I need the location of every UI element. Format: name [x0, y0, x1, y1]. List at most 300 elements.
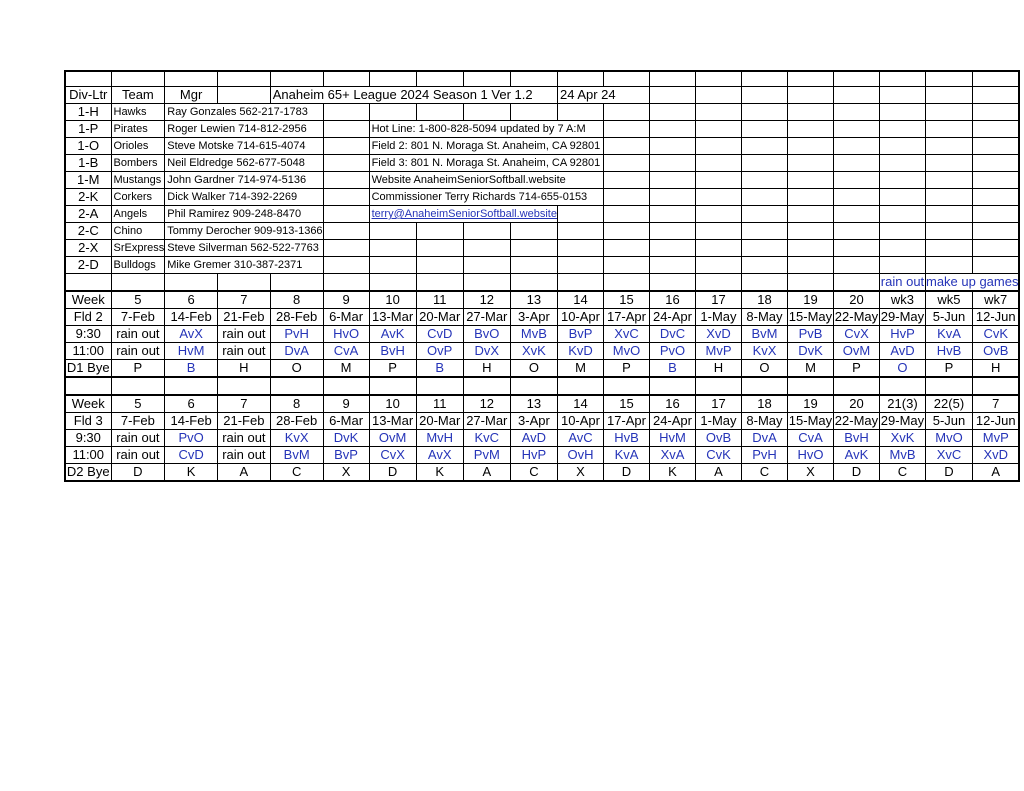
week-number: 5 — [111, 291, 165, 309]
empty-cell — [972, 87, 1019, 104]
matchup: BvH — [833, 430, 879, 447]
empty-cell — [741, 257, 787, 274]
game-date: 22-May — [834, 413, 879, 428]
empty-cell — [510, 240, 557, 257]
empty-cell — [925, 172, 972, 189]
empty-cell — [879, 206, 925, 223]
empty-cell — [787, 87, 833, 104]
empty-cell — [323, 377, 369, 395]
empty-cell — [787, 172, 833, 189]
matchup: HvM — [649, 430, 695, 447]
team-name: Mustangs — [111, 172, 165, 189]
empty-cell — [416, 104, 463, 121]
empty-cell — [787, 274, 833, 292]
week-number: 6 — [165, 291, 218, 309]
matchup: HvP — [510, 447, 557, 464]
week-number: 17 — [695, 395, 741, 413]
team-manager: Steve Motske 714-615-4074 — [165, 138, 323, 155]
bye-team: O — [270, 360, 323, 378]
empty-cell — [323, 257, 369, 274]
empty-cell — [270, 71, 323, 87]
empty-cell — [603, 104, 649, 121]
empty-cell — [879, 240, 925, 257]
matchup: MvB — [510, 326, 557, 343]
league-info: Website AnaheimSeniorSoftball.website — [369, 172, 603, 189]
week-number: 15 — [603, 395, 649, 413]
commissioner-email-link[interactable]: terry@AnaheimSeniorSoftball.website — [369, 206, 557, 223]
week-number: 7 — [218, 291, 271, 309]
empty-cell — [879, 377, 925, 395]
empty-cell — [603, 189, 649, 206]
empty-cell — [879, 189, 925, 206]
empty-cell — [270, 377, 323, 395]
empty-cell — [649, 240, 695, 257]
empty-cell — [741, 104, 787, 121]
team-name: Corkers — [111, 189, 165, 206]
empty-cell — [557, 223, 603, 240]
empty-cell — [741, 274, 787, 292]
empty-cell — [695, 206, 741, 223]
empty-cell — [649, 377, 695, 395]
matchup: AvK — [369, 326, 416, 343]
team-manager: Dick Walker 714-392-2269 — [165, 189, 323, 206]
empty-cell — [218, 71, 271, 87]
week-number: 12 — [463, 395, 510, 413]
game-date: 15-May — [788, 413, 833, 428]
matchup: MvH — [416, 430, 463, 447]
team-manager: John Gardner 714-974-5136 — [165, 172, 323, 189]
game-time: 11:00 — [65, 343, 111, 360]
empty-cell — [111, 71, 165, 87]
empty-cell — [323, 138, 369, 155]
matchup: CvX — [369, 447, 416, 464]
matchup: rain out — [111, 326, 165, 343]
empty-cell — [695, 274, 741, 292]
game-date: 28-Feb — [270, 309, 323, 326]
matchup: CvD — [165, 447, 218, 464]
game-date: 7-Feb — [111, 309, 165, 326]
team-manager: Mike Gremer 310-387-2371 — [165, 257, 323, 274]
empty-cell — [879, 223, 925, 240]
matchup: CvD — [416, 326, 463, 343]
week-number: wk3 — [879, 291, 925, 309]
empty-cell — [925, 206, 972, 223]
matchup: HvB — [925, 343, 972, 360]
bye-team: B — [165, 360, 218, 378]
matchup: DvC — [649, 326, 695, 343]
empty-cell — [741, 206, 787, 223]
game-date: 8-May — [741, 309, 787, 326]
matchup: PvB — [787, 326, 833, 343]
week-number: 13 — [510, 395, 557, 413]
game-date: 29-May — [880, 309, 925, 324]
matchup: rain out — [218, 343, 271, 360]
team-name: Orioles — [111, 138, 165, 155]
empty-cell — [463, 104, 510, 121]
game-date: 10-Apr — [557, 413, 603, 430]
league-info: Field 3: 801 N. Moraga St. Anaheim, CA 92801 — [369, 155, 603, 172]
team-name: Chino — [111, 223, 165, 240]
empty-cell — [972, 240, 1019, 257]
empty-cell — [323, 223, 369, 240]
empty-cell — [557, 71, 603, 87]
team-division: 1-P — [65, 121, 111, 138]
matchup: rain out — [111, 343, 165, 360]
bye-team: K — [416, 464, 463, 482]
team-manager: Tommy Derocher 909-913-1366 — [165, 223, 323, 240]
empty-cell — [787, 240, 833, 257]
empty-cell — [972, 71, 1019, 87]
empty-cell — [323, 104, 369, 121]
bye-team: D — [603, 464, 649, 482]
bye-team: O — [741, 360, 787, 378]
week-number: 19 — [787, 291, 833, 309]
empty-cell — [787, 257, 833, 274]
matchup: BvH — [369, 343, 416, 360]
matchup: OvH — [557, 447, 603, 464]
empty-cell — [603, 240, 649, 257]
week-number: 19 — [787, 395, 833, 413]
empty-cell — [879, 138, 925, 155]
matchup: XvD — [972, 447, 1019, 464]
bye-label: D1 Bye — [66, 360, 110, 375]
empty-cell — [787, 71, 833, 87]
empty-cell — [218, 377, 271, 395]
empty-cell — [649, 172, 695, 189]
empty-cell — [879, 121, 925, 138]
game-time: 9:30 — [65, 430, 111, 447]
bye-team: K — [649, 464, 695, 482]
bye-team: X — [787, 464, 833, 482]
game-date: 12-Jun — [972, 413, 1019, 430]
empty-cell — [833, 121, 879, 138]
team-manager: Roger Lewien 714-812-2956 — [165, 121, 323, 138]
empty-cell — [695, 377, 741, 395]
empty-cell — [323, 121, 369, 138]
bye-team: X — [323, 464, 369, 482]
team-division: 2-C — [65, 223, 111, 240]
empty-cell — [65, 71, 111, 87]
empty-cell — [787, 206, 833, 223]
week-number: 9 — [323, 395, 369, 413]
empty-cell — [925, 240, 972, 257]
bye-team: M — [323, 360, 369, 378]
empty-cell — [557, 377, 603, 395]
matchup: HvO — [787, 447, 833, 464]
game-date: 6-Mar — [323, 413, 369, 430]
empty-cell — [165, 71, 218, 87]
empty-cell — [741, 223, 787, 240]
game-date: 28-Feb — [270, 413, 323, 430]
league-title: Anaheim 65+ League 2024 Season 1 Ver 1.2 — [270, 87, 557, 104]
bye-team: H — [695, 360, 741, 378]
matchup: XvC — [603, 326, 649, 343]
matchup: PvO — [649, 343, 695, 360]
empty-cell — [833, 223, 879, 240]
league-info: Hot Line: 1-800-828-5094 updated by 7 A:M — [369, 121, 603, 138]
bye-team: C — [510, 464, 557, 482]
matchup: PvH — [741, 447, 787, 464]
bye-team: P — [925, 360, 972, 378]
empty-cell — [879, 71, 925, 87]
game-date: 1-May — [695, 309, 741, 326]
empty-cell — [416, 274, 463, 292]
empty-cell — [925, 257, 972, 274]
week-number: wk5 — [925, 291, 972, 309]
game-date: 14-Feb — [165, 413, 218, 430]
empty-cell — [787, 223, 833, 240]
empty-cell — [557, 240, 603, 257]
game-date: 21-Feb — [218, 413, 271, 430]
week-number: 9 — [323, 291, 369, 309]
bye-team: X — [557, 464, 603, 482]
bye-team: K — [165, 464, 218, 482]
empty-cell — [925, 189, 972, 206]
empty-cell — [695, 257, 741, 274]
week-number: 13 — [510, 291, 557, 309]
empty-cell — [972, 138, 1019, 155]
team-division: 1-O — [65, 138, 111, 155]
empty-cell — [649, 104, 695, 121]
bye-team: D — [369, 464, 416, 482]
team-division: 2-D — [65, 257, 111, 274]
empty-cell — [463, 257, 510, 274]
empty-cell — [833, 206, 879, 223]
field-label: Fld 3 — [65, 413, 111, 430]
bye-team: P — [603, 360, 649, 378]
empty-cell — [111, 377, 165, 395]
empty-cell — [369, 71, 416, 87]
matchup: HvO — [323, 326, 369, 343]
empty-cell — [879, 172, 925, 189]
empty-cell — [510, 104, 557, 121]
version-date: 24 Apr 24 — [557, 87, 649, 104]
empty-cell — [787, 138, 833, 155]
week-label: Week — [65, 291, 111, 309]
empty-cell — [603, 223, 649, 240]
empty-cell — [603, 155, 649, 172]
empty-cell — [416, 240, 463, 257]
league-info: Commissioner Terry Richards 714-655-0153 — [369, 189, 603, 206]
empty-cell — [695, 71, 741, 87]
bye-team: M — [557, 360, 603, 378]
empty-cell — [787, 104, 833, 121]
empty-cell — [972, 189, 1019, 206]
game-date: 17-Apr — [603, 309, 649, 326]
empty-cell — [603, 121, 649, 138]
field-label: Fld 2 — [65, 309, 111, 326]
game-date: 3-Apr — [510, 413, 557, 430]
game-date: 29-May — [880, 413, 925, 428]
empty-cell — [833, 172, 879, 189]
team-manager: Ray Gonzales 562-217-1783 — [165, 104, 323, 121]
empty-cell — [972, 206, 1019, 223]
bye-team: D — [925, 464, 972, 482]
bye-team: C — [741, 464, 787, 482]
empty-cell — [218, 87, 271, 104]
week-number: 11 — [416, 395, 463, 413]
week-number: 10 — [369, 395, 416, 413]
bye-team: O — [510, 360, 557, 378]
game-date: 5-Jun — [925, 309, 972, 326]
bye-team: H — [218, 360, 271, 378]
bye-team: A — [463, 464, 510, 482]
week-number: wk7 — [972, 291, 1019, 309]
matchup: DvK — [787, 343, 833, 360]
empty-cell — [463, 377, 510, 395]
empty-cell — [787, 189, 833, 206]
matchup: PvO — [165, 430, 218, 447]
matchup: BvP — [323, 447, 369, 464]
bye-team: A — [218, 464, 271, 482]
empty-cell — [603, 138, 649, 155]
empty-cell — [787, 121, 833, 138]
bye-team: P — [369, 360, 416, 378]
matchup: KvA — [603, 447, 649, 464]
matchup: DvA — [270, 343, 323, 360]
week-number: 20 — [833, 395, 879, 413]
empty-cell — [972, 257, 1019, 274]
matchup: rain out — [111, 430, 165, 447]
empty-cell — [369, 240, 416, 257]
week-number: 12 — [463, 291, 510, 309]
matchup: DvK — [323, 430, 369, 447]
matchup: MvO — [603, 343, 649, 360]
empty-cell — [603, 206, 649, 223]
empty-cell — [833, 377, 879, 395]
matchup: CvA — [787, 430, 833, 447]
game-date: 6-Mar — [323, 309, 369, 326]
div-ltr-header: Div-Ltr — [65, 87, 111, 104]
matchup: KvX — [741, 343, 787, 360]
bye-team: A — [972, 464, 1019, 482]
matchup: CvK — [695, 447, 741, 464]
empty-cell — [741, 138, 787, 155]
empty-cell — [557, 274, 603, 292]
matchup: XvD — [695, 326, 741, 343]
matchup: HvP — [879, 326, 925, 343]
empty-cell — [833, 274, 879, 292]
empty-cell — [649, 257, 695, 274]
empty-cell — [649, 87, 695, 104]
week-label: Week — [65, 395, 111, 413]
team-manager: Steve Silverman 562-522-7763 — [165, 240, 323, 257]
team-manager: Phil Ramirez 909-248-8470 — [165, 206, 323, 223]
matchup: OvB — [695, 430, 741, 447]
empty-cell — [925, 121, 972, 138]
matchup: BvO — [463, 326, 510, 343]
empty-cell — [925, 223, 972, 240]
week-number: 17 — [695, 291, 741, 309]
week-number: 20 — [833, 291, 879, 309]
matchup: AvD — [879, 343, 925, 360]
game-date: 27-Mar — [463, 413, 510, 430]
matchup: CvK — [972, 326, 1019, 343]
matchup: MvB — [879, 447, 925, 464]
matchup: OvM — [833, 343, 879, 360]
empty-cell — [323, 274, 369, 292]
matchup: OvM — [369, 430, 416, 447]
matchup: AvD — [510, 430, 557, 447]
empty-cell — [649, 206, 695, 223]
matchup: XvK — [510, 343, 557, 360]
week-number: 7 — [218, 395, 271, 413]
game-date: 27-Mar — [463, 309, 510, 326]
matchup: AvX — [416, 447, 463, 464]
empty-cell — [649, 155, 695, 172]
team-division: 1-M — [65, 172, 111, 189]
game-date: 7-Feb — [111, 413, 165, 430]
game-date: 17-Apr — [603, 413, 649, 430]
empty-cell — [649, 71, 695, 87]
week-number: 8 — [270, 291, 323, 309]
empty-cell — [741, 87, 787, 104]
week-number: 5 — [111, 395, 165, 413]
game-date: 12-Jun — [972, 309, 1019, 326]
game-date: 5-Jun — [925, 413, 972, 430]
matchup: XvC — [925, 447, 972, 464]
game-date: 20-Mar — [416, 413, 463, 430]
game-date: 22-May — [834, 309, 879, 324]
game-date: 13-Mar — [369, 309, 416, 326]
bye-team: P — [833, 360, 879, 378]
empty-cell — [270, 274, 323, 292]
week-number: 8 — [270, 395, 323, 413]
empty-cell — [879, 87, 925, 104]
matchup: rain out — [218, 326, 271, 343]
bye-team: B — [649, 360, 695, 378]
matchup: BvM — [270, 447, 323, 464]
team-name: SrExpress — [111, 240, 165, 257]
matchup: XvA — [649, 447, 695, 464]
game-date: 8-May — [741, 413, 787, 430]
empty-cell — [833, 87, 879, 104]
matchup: AvX — [165, 326, 218, 343]
game-time: 9:30 — [65, 326, 111, 343]
week-number: 22(5) — [925, 395, 972, 413]
matchup: KvX — [270, 430, 323, 447]
matchup: MvO — [925, 430, 972, 447]
empty-cell — [111, 274, 165, 292]
empty-cell — [972, 104, 1019, 121]
empty-cell — [925, 377, 972, 395]
team-division: 1-H — [65, 104, 111, 121]
week-number: 16 — [649, 395, 695, 413]
empty-cell — [879, 104, 925, 121]
empty-cell — [741, 189, 787, 206]
empty-cell — [741, 240, 787, 257]
bye-team: M — [787, 360, 833, 378]
week-number: 14 — [557, 291, 603, 309]
empty-cell — [833, 138, 879, 155]
matchup: OvB — [972, 343, 1019, 360]
bye-team: C — [879, 464, 925, 482]
empty-cell — [833, 71, 879, 87]
matchup: HvB — [603, 430, 649, 447]
empty-cell — [323, 206, 369, 223]
game-date: 3-Apr — [510, 309, 557, 326]
game-date: 20-Mar — [416, 309, 463, 326]
bye-team: B — [416, 360, 463, 378]
week-number: 15 — [603, 291, 649, 309]
team-name: Pirates — [111, 121, 165, 138]
week-number: 18 — [741, 291, 787, 309]
matchup: XvK — [879, 430, 925, 447]
empty-cell — [165, 274, 218, 292]
week-number: 14 — [557, 395, 603, 413]
empty-cell — [416, 71, 463, 87]
game-time: 11:00 — [65, 447, 111, 464]
